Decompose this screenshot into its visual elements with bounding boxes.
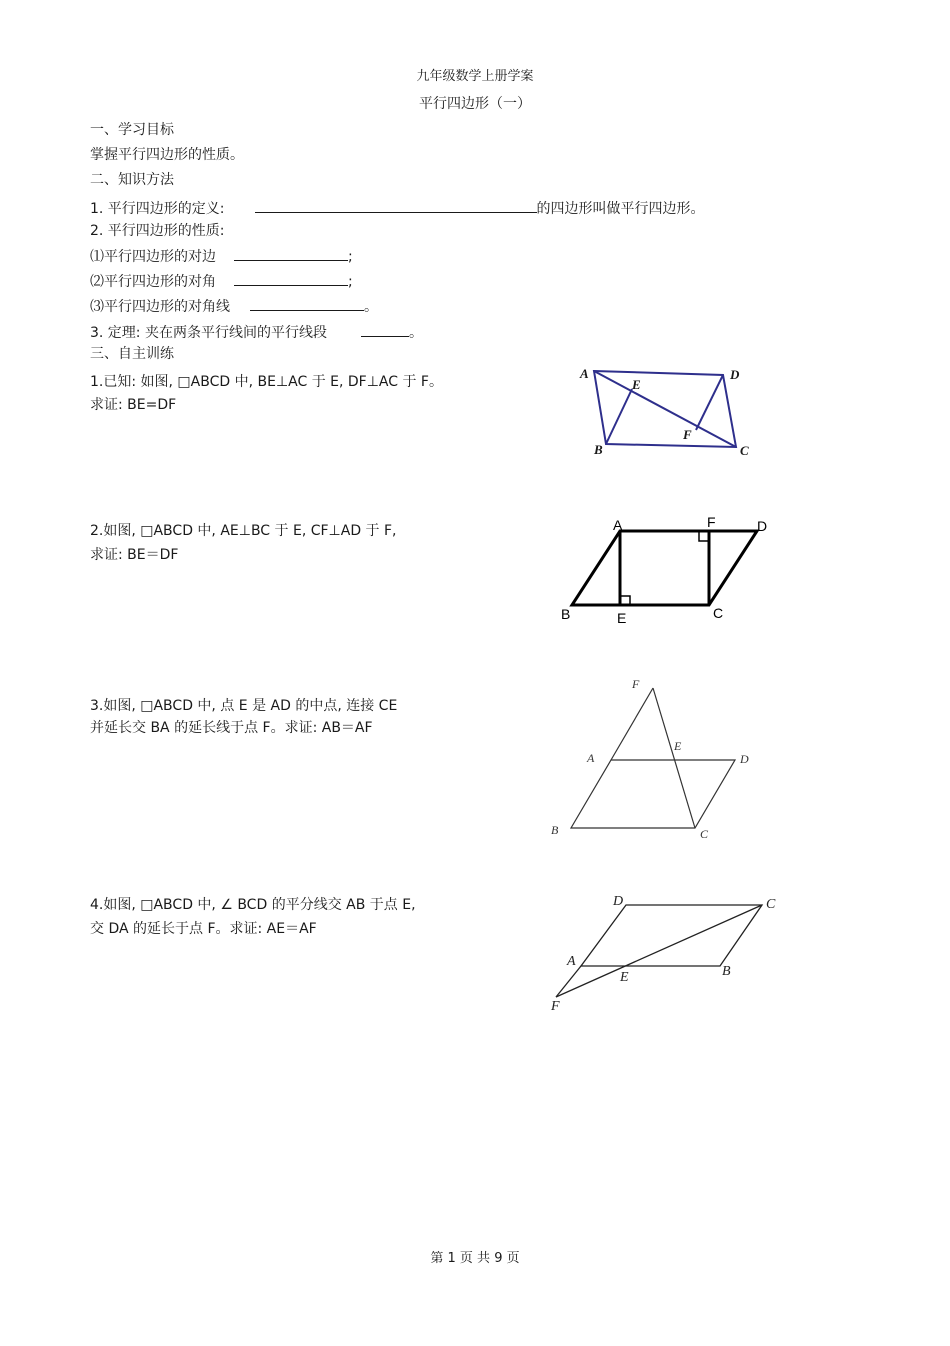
exercise-2-line-1: 2.如图, □ABCD 中, AE⊥BC 于 E, CF⊥AD 于 F, bbox=[90, 523, 397, 539]
theorem-end: 。 bbox=[408, 325, 423, 341]
diagonal-ac bbox=[594, 371, 736, 447]
parallelogram-abcd bbox=[571, 760, 735, 828]
property-1-label: ⑴平行四边形的对边 bbox=[90, 249, 216, 265]
label-c: C bbox=[740, 443, 749, 458]
property-1-blank[interactable] bbox=[234, 246, 348, 261]
exercise-2-line-2: 求证: BE＝DF bbox=[90, 547, 179, 563]
label-b: B bbox=[722, 964, 731, 979]
segment-df bbox=[696, 375, 723, 430]
theorem-blank[interactable] bbox=[361, 322, 409, 337]
exercise-3-figure bbox=[545, 670, 765, 845]
exercise-4-line-2: 交 DA 的延长于点 F。求证: AE＝AF bbox=[90, 921, 317, 937]
exercise-2-figure bbox=[555, 510, 785, 630]
label-e: E bbox=[620, 970, 629, 985]
page-number: 第 1 页 共 9 页 bbox=[430, 1251, 520, 1266]
label-e: E bbox=[632, 377, 641, 392]
exercise-4-figure bbox=[540, 880, 790, 1020]
exercise-3-line-1: 3.如图, □ABCD 中, 点 E 是 AD 的中点, 连接 CE bbox=[90, 698, 398, 714]
document-title: 平行四边形（一） bbox=[419, 96, 531, 112]
label-c: C bbox=[700, 827, 709, 841]
section-heading-goals: 一、学习目标 bbox=[90, 122, 174, 138]
parallelogram-abcd bbox=[572, 531, 757, 605]
theorem-text: 3. 定理: 夹在两条平行线间的平行线段 bbox=[90, 325, 327, 341]
definition-prefix: 1. 平行四边形的定义: bbox=[90, 201, 225, 217]
property-2-blank[interactable] bbox=[234, 271, 348, 286]
property-1 bbox=[90, 246, 353, 266]
property-3-label: ⑶平行四边形的对角线 bbox=[90, 299, 230, 315]
label-f: F bbox=[707, 514, 716, 530]
property-2-label: ⑵平行四边形的对角 bbox=[90, 274, 216, 290]
label-f: F bbox=[551, 999, 560, 1014]
label-a: A bbox=[580, 366, 589, 381]
label-f: F bbox=[683, 427, 692, 442]
label-c: C bbox=[766, 897, 776, 912]
definition-blank[interactable] bbox=[255, 198, 537, 213]
property-3-blank[interactable] bbox=[250, 296, 364, 311]
exercise-3-line-2: 并延长交 BA 的延长线于点 F。求证: AB＝AF bbox=[90, 720, 373, 736]
label-b: B bbox=[551, 823, 559, 837]
label-a: A bbox=[613, 517, 623, 533]
exercise-1-line-1: 1.已知: 如图, □ABCD 中, BE⊥AC 于 E, DF⊥AC 于 F。 bbox=[90, 374, 443, 390]
goals-text: 掌握平行四边形的性质。 bbox=[90, 147, 244, 163]
section-heading-exercises: 三、自主训练 bbox=[90, 346, 174, 362]
label-d: D bbox=[757, 518, 768, 534]
label-b: B bbox=[561, 606, 571, 622]
label-a: A bbox=[567, 954, 576, 969]
exercise-4-line-1: 4.如图, □ABCD 中, ∠ BCD 的平分线交 AB 于点 E, bbox=[90, 897, 416, 913]
exercise-1-line-2: 求证: BE=DF bbox=[90, 397, 177, 413]
label-e: E bbox=[674, 739, 682, 753]
definition-suffix: 的四边形叫做平行四边形。 bbox=[536, 201, 705, 217]
property-1-end: ; bbox=[348, 249, 353, 265]
label-b: B bbox=[594, 442, 603, 457]
segment-fc bbox=[653, 688, 695, 828]
label-e: E bbox=[617, 610, 627, 626]
segment-af bbox=[611, 688, 653, 760]
property-3 bbox=[90, 296, 378, 316]
parallelogram-abcd bbox=[581, 905, 762, 966]
document-subject: 九年级数学上册学案 bbox=[416, 69, 534, 84]
label-a: A bbox=[587, 751, 595, 765]
label-f: F bbox=[632, 677, 640, 691]
label-d: D bbox=[730, 367, 740, 382]
label-d: D bbox=[740, 752, 749, 766]
property-2-end: ; bbox=[348, 274, 353, 290]
exercise-1-figure bbox=[570, 360, 770, 470]
extension-af bbox=[556, 966, 581, 997]
definition-line bbox=[90, 198, 705, 218]
segment-be bbox=[606, 389, 632, 444]
section-heading-knowledge: 二、知识方法 bbox=[90, 172, 174, 188]
label-c: C bbox=[713, 605, 724, 621]
label-d: D bbox=[613, 894, 624, 909]
properties-title: 2. 平行四边形的性质: bbox=[90, 223, 225, 239]
theorem-line bbox=[90, 322, 423, 342]
property-3-end: 。 bbox=[364, 299, 378, 315]
property-2 bbox=[90, 271, 353, 291]
